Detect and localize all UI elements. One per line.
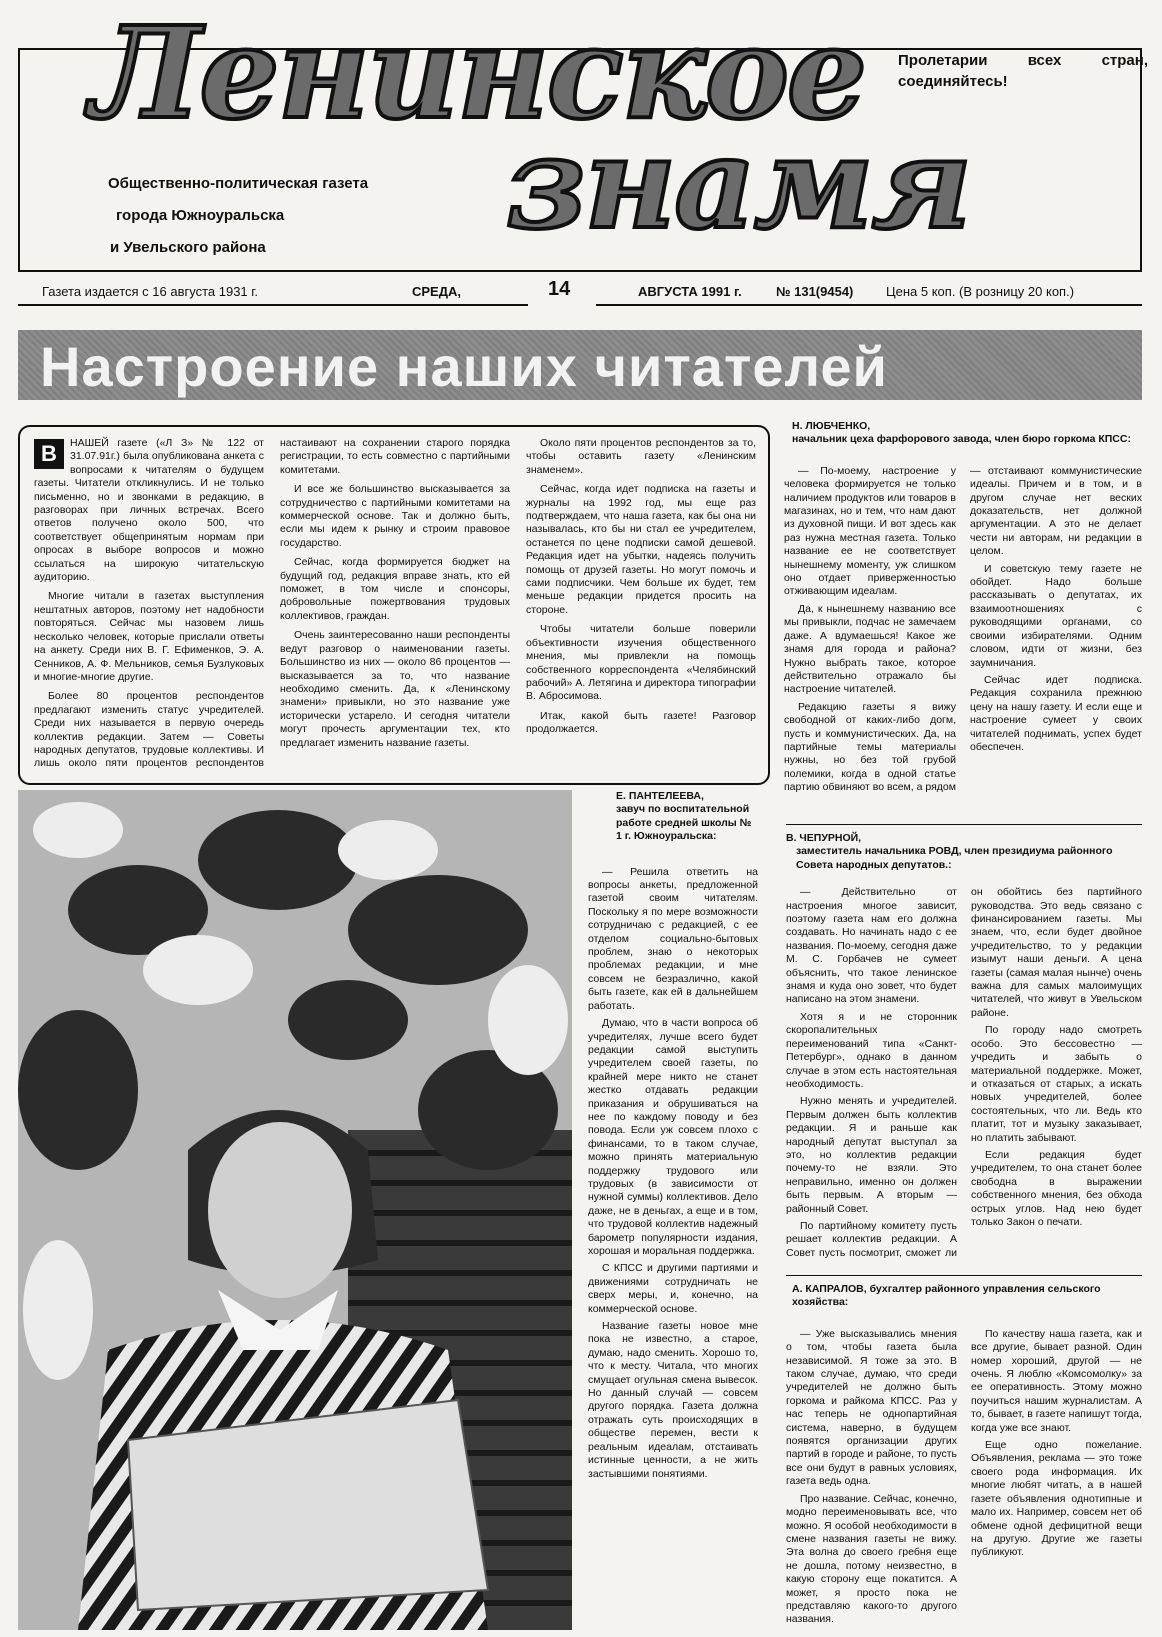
intro-paragraph: Сейчас, когда идет подписка на газеты и журналы на 1992 год, мы еще раз подтверждаем, что наша газета, как бы она ни называлась, кто бы ни стал ее учредителем, останется по цене подписки самой дешевой. Редакция идет на убытки, надеясь получить помощь от друзей газеты. Но могут помочь и сами подписчики. Чем больше их будет, тем меньше редакции придется просить на стороне.	[526, 483, 756, 616]
article-text	[786, 886, 1142, 1262]
article-chepurnoy	[786, 832, 1142, 1262]
author-name: В. ЧЕПУРНОЙ,	[786, 832, 862, 844]
article-paragraph: Если редакция будет учредителем, то она станет более свободна в выражении собственного мнения, без обхода острых углов. Над нею будет только Закон о печати.	[971, 1148, 1142, 1228]
article-paragraph: Нужно менять и учредителей. Первым должен быть коллектив редакции. Я и раньше как народный депутат выступал за это, но коллектив редакции почему-то не взяли. Это неправильно, именно он должен быть первым. А вторым — районный Совет.	[786, 1095, 957, 1215]
article-paragraph: По качеству наша газета, как и все другие, бывает разной. Один номер хороший, другой — не очень. Я люблю «Комсомолку» за ее оперативность. Этому можно поучиться нашим журналистам. А то, бывает, в газете напишут тогда, когда уже все знают.	[971, 1327, 1143, 1434]
article-paragraph: Про название. Сейчас, конечно, модно переименовывать все, что можно. Я особой необходимости в смене названия газеты не вижу. Эта волна до своего гребня еще не дошла, потому неизвестно, в какую сторону еще покатится. А может, я просто пока не представляю какого-то другого названия.	[786, 1492, 957, 1626]
byline	[786, 1283, 1142, 1310]
article-paragraph: — Уже высказывались мнения о том, чтобы газета была независимой. Я тоже за это. В таком случае, думаю, что среди учредителей не должно быть горкома и райкома КПСС. Раз у нас теперь не однопартийная система, наверно, в будущем появятся организации других партий в городе и районе, то пусть все они будут в равных условиях, газета ведь одна.	[786, 1327, 957, 1488]
article-paragraph: Название газеты новое мне пока не известно, а старое, думаю, надо сменить. Хорошо то, что к месту. Читала, что многих смущает огульная смена вывесок. Но данный случай — совсем другого порядка. Газета должна отражать суть происходящих в обществе перемен, вести к реальным идеалам, отстаивать истинные ценности, а не жить застывшими понятиями.	[588, 1320, 758, 1480]
slogan: Пролетарии всех стран, соединяйтесь!	[898, 52, 1148, 90]
article-paragraph: Думаю, что в части вопроса об учредителях, лучше всего будет редакции самой выступить учредителем своей газеты, по крайней мере никто не станет жестко отдавать редакции приказания и обрушиваться на нее по каждому поводу и без повода. Если уж совсем плохо с финансами, то в таком случае, можно принять материальную поддержку трудового или трудовых (в зависимости от нужной суммы) коллективов. Дело даже, не в деньгах, а еще и в том, что трудовой коллектив надежный барометр популярности издания, хорошая и моральная поддержка.	[588, 1017, 758, 1257]
article-paragraph: Хотя я и не сторонник скоропалительных переименований типа «Санкт-Петербург», однако в данном случае в этом есть настоятельная необходимость.	[786, 1010, 957, 1090]
newspaper-title-line1: Ленинское	[90, 0, 866, 147]
dateline	[18, 280, 1142, 306]
founded-date: Газета издается с 16 августа 1931 г.	[42, 284, 259, 299]
masthead	[18, 0, 1148, 272]
dateline-rule-left	[18, 304, 528, 306]
subtitle-line: и Увельского района	[110, 239, 266, 256]
dateline-rule-right	[596, 304, 1142, 306]
article-panteleeva	[588, 790, 758, 1630]
article-paragraph: Еще одно пожелание. Объявления, реклама — это тоже своего рода информация. Их многие любят читать, а в нашей газете объявления однотипные и мало их. Например, совсем нет об обмене одной дефицитной вещи на другую. Другие же газеты публикуют.	[971, 1439, 1142, 1559]
section-rule	[786, 824, 1142, 825]
article-kapralov	[786, 1283, 1142, 1629]
day-number: 14	[548, 278, 571, 300]
reader-photo	[18, 790, 572, 1630]
article-text	[786, 1328, 1142, 1628]
article-text	[784, 465, 1142, 805]
byline	[588, 790, 758, 844]
dropcap: В	[34, 439, 64, 469]
article-paragraph: — По-моему, настроение у человека формируется не только наличием продуктов или товаров в магазинах, но и тем, что нам дают из духовной пищи. И вот здесь как раз нужна местная газета. Только название ее не соответствует нынешнему моменту, уж слишком оно отдает приверженностью отживающим идеалам.	[784, 464, 956, 598]
intro-paragraph: Очень заинтересованно наши респонденты ведут разговор о наименовании газеты. Большинство из них — около 86 процентов — высказывается за то, что название необходимо сменить. Да, к «Ленинскому знамени» привыкли, но это название уже исторически устарело. И сегодня читатели могут прочесть аргументации тех, кто предлагает изменить название газеты.	[280, 629, 510, 749]
article-paragraph: По городу надо смотреть особо. Это бессовестно — учредить и забыть о материальной поддержке. Может, и отказаться от старых, а искать новых учредителей, более состоятельных, что ли. Ведь кто платит, тот и музыку заказывает, но платить забывают.	[971, 1024, 1142, 1144]
subtitle-line: Общественно-политическая газета	[108, 175, 369, 192]
newspaper-subtitle	[108, 168, 368, 264]
intro-paragraph: Итак, какой быть газете! Разговор продолжается.	[526, 709, 756, 736]
weekday: СРЕДА,	[412, 284, 461, 299]
issue-number: № 131(9454)	[776, 284, 854, 299]
article-paragraph: Редакцию газеты я вижу свободной от каких-либо догм, пусть и коммунистических. Да, на партийные темы материалы нужны, но без той грубой полемики, когда в одной статье партию обвиняют во всем, а рядом — отстаивают коммунистические идеалы. Причем и в том, и в другом случае нет веских доказательств, нет должной аргументации. А это не делает чести ни авторам, ни редакции в целом.	[784, 464, 1142, 794]
author-name: А. КАПРАЛОВ,	[792, 1283, 867, 1295]
newspaper-title-line2: знамя	[506, 109, 970, 257]
intro-paragraph: Многие читали в газетах выступления нештатных авторов, поэтому нет надобности повторяться. Сейчас мы назовем лишь несколько человек, которые прислали ответы на анкету. Среди них В. Г. Ефименков, Э. А. Сенников, А. Ф. Мельников, семья Бузлуковых и многие-многие другие.	[34, 590, 264, 683]
intro-paragraph: Чтобы читатели больше поверили объективности изучения общественного мнения, мы привлекли на помощь собственного корреспондента «Челябинский рабочий» А. Летягина и директора типографии В. Абросимова.	[526, 623, 756, 703]
price: Цена 5 коп. (В розницу 20 коп.)	[886, 284, 1075, 299]
intro-paragraph	[34, 437, 264, 584]
article-paragraph: Да, к нынешнему названию все мы привыкли, подчас не замечаем даже. А вдумаешься! Какое же знамя для города и района? Нужно выбрать такое, которое действительно отражало бы настроение читателей.	[784, 602, 956, 696]
byline	[786, 832, 1142, 872]
article-paragraph: С КПСС и другими партиями и движениями сотрудничать не сверх меры, и, конечно, на коммерческой основе.	[588, 1262, 758, 1315]
byline	[784, 420, 1142, 447]
author-name: Е. ПАНТЕЛЕЕВА,	[616, 790, 704, 802]
article-paragraph: Сейчас идет подписка. Редакция сохранила прежнюю цену на нашу газету. И если еще и настроение сумеет у своих читателей поднимать, успех будет обеспечен.	[970, 673, 1142, 753]
month-year: АВГУСТА 1991 г.	[638, 284, 742, 299]
author-role: заместитель начальника РОВД, член президиума районного Совета народных депутатов.:	[796, 845, 1113, 871]
author-role: начальник цеха фарфорового завода, член бюро горкома КПСС:	[792, 433, 1131, 446]
section-rule	[786, 1275, 1142, 1276]
editorial-intro-text	[34, 437, 756, 777]
article-text	[588, 866, 758, 1606]
article-lyubchenko	[784, 420, 1142, 810]
author-role: бухгалтер районного управления сельского хозяйства:	[792, 1283, 1101, 1309]
author-role: завуч по воспитательной работе средней школы № 1 г. Южноуральска:	[616, 803, 752, 843]
subtitle-line: города Южноуральска	[116, 207, 285, 224]
intro-paragraph: И все же большинство высказывается за сотрудничество с партийными комитетами на коммерческой основе. Так и должно быть, если мы идем к рынку и строим правовое государство.	[280, 483, 510, 549]
article-paragraph: — Решила ответить на вопросы анкеты, предложенной газетой своим читателям. Поскольку я по мере возможности сотрудничаю с редакцией, с ее отделом социально-бытовых проблем, знаю о некоторых проблемах редакции, и мне совсем не безразлично, какой быть газете, как ей в дальнейшем работать.	[588, 865, 758, 1012]
intro-paragraph: Около пяти процентов респондентов за то, чтобы оставить газету «Ленинским знаменем».	[526, 437, 756, 476]
article-paragraph: По партийному комитету пусть решает коллектив редакции. А Совет пусть посмотрит, сможет ли он обойтись без партийного руководства. Это ведь связано с финансированием газеты. Мы знаем, что, если будет двойное учредительство, то у редакции изымут наши деньги. А цена газеты (самая малая нынче) очень важна для самых малоимущих читателей, что живут в Увельском районе.	[786, 886, 1142, 1259]
article-paragraph: И советскую тему газете не обойдет. Надо больше рассказывать о депутатах, их взаимоотношениях с руководящими органами, со своими избирателями. Одним словом, идти от жизни, без заумничания.	[970, 562, 1142, 669]
intro-lead-text: НАШЕЙ газете («Л З» № 122 от 31.07.91г.) была опубликована анкета с вопросами к читателям о будущем газеты. Читатели откликнулись. И не только письменно, но и звонками в редакцию, в разговорах при личных встречах. Всего ответов получено около 500, что соответствует общепринятым нормам при опросах в выборе вопросов и можно ссылаться на широкую читательскую аудиторию.	[34, 437, 264, 584]
author-name: Н. ЛЮБЧЕНКО,	[792, 420, 871, 432]
intro-paragraph: Сейчас, когда формируется бюджет на будущий год, редакция вправе знать, кто ей поможет, в том числе и спонсоры, добровольные пожертвования трудовых коллективов, граждан.	[280, 556, 510, 622]
photo-illustration	[18, 790, 572, 1630]
article-paragraph: — Действительно от настроения многое зависит, поэтому газета нам его должна создавать. Но начинать надо с ее названия. По-моему, сегодня даже М. С. Горбачев не сумеет объяснить, что такое ленинское знамя и куда оно зовет, что будет написано на этом знамени.	[786, 886, 957, 1006]
editorial-intro-box	[18, 425, 770, 785]
section-banner	[18, 330, 1142, 400]
banner-title: Настроение наших читателей	[40, 335, 888, 398]
intro-paragraph: Более 80 процентов респондентов предлагают изменить статус учредителей. Среди них называется в первую очередь коллектив редакции. Затем — Советы народных депутатов, трудовые коллективы. И лишь около пяти процентов респондентов настаивают на сохранении старого порядка регистрации, то есть совместно с партийными комитетами.	[34, 437, 510, 770]
